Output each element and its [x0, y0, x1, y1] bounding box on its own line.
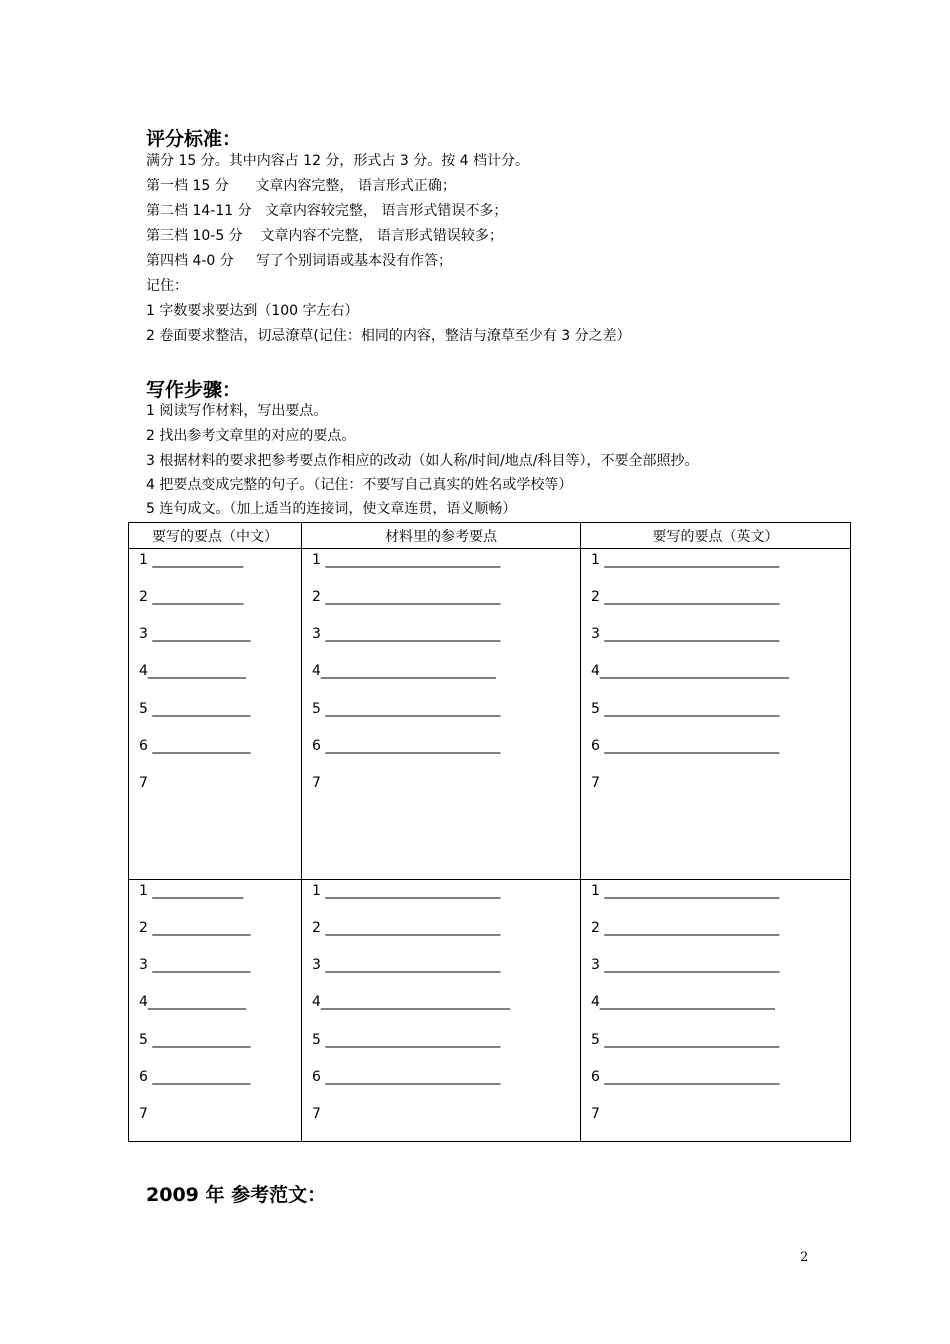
top-col2: [302, 549, 580, 879]
steps-line: 3 根据材料的要求把参考要点作相应的改动（如人称/时间/地点/科目等），不要全部照抄。: [146, 453, 699, 469]
blank-line[interactable]: 1 _________________________: [591, 552, 780, 568]
top-col3: [581, 549, 850, 879]
blank-line[interactable]: 5 ______________: [139, 701, 251, 717]
blank-line[interactable]: 6 _________________________: [591, 738, 780, 754]
scoring-title: 评分标准：: [146, 128, 242, 150]
blank-line[interactable]: 3 _________________________: [591, 626, 780, 642]
blank-line[interactable]: 2 _________________________: [312, 920, 501, 936]
blank-line[interactable]: 4_________________________: [591, 994, 775, 1010]
blank-line[interactable]: 5 _________________________: [591, 701, 780, 717]
blank-line[interactable]: 4___________________________: [591, 663, 789, 679]
blank-line[interactable]: 1 _____________: [139, 883, 244, 899]
blank-line[interactable]: 3 _________________________: [591, 957, 780, 973]
blank-line[interactable]: 3 _________________________: [312, 626, 501, 642]
blank-line[interactable]: 1 _____________: [139, 552, 244, 568]
blank-line[interactable]: 4______________: [139, 663, 246, 679]
scoring-line: 第四档 4-0 分 写了个别词语或基本没有作答；: [146, 253, 453, 269]
blank-line[interactable]: 4______________: [139, 994, 246, 1010]
blank-line[interactable]: 7: [312, 775, 321, 791]
bottom-col1: [129, 880, 301, 1141]
top-col1: [129, 549, 301, 879]
blank-line[interactable]: 2 _________________________: [312, 589, 501, 605]
scoring-line: 第二档 14-11 分 文章内容较完整， 语言形式错误不多；: [146, 203, 508, 219]
blank-line[interactable]: 2 _____________: [139, 589, 244, 605]
scoring-line: 第三档 10-5 分 文章内容不完整， 语言形式错误较多；: [146, 228, 503, 244]
blank-line[interactable]: 3 ______________: [139, 957, 251, 973]
blank-line[interactable]: 1 _________________________: [312, 552, 501, 568]
header-chinese-points: 要写的要点（中文）: [129, 523, 302, 549]
blank-line[interactable]: 2 _________________________: [591, 920, 780, 936]
blank-line[interactable]: 7: [139, 775, 148, 791]
sample-essay-title: 2009 年 参考范文：: [146, 1184, 327, 1206]
scoring-line: 第一档 15 分 文章内容完整， 语言形式正确；: [146, 178, 456, 194]
blank-line[interactable]: 4_________________________: [312, 663, 496, 679]
blank-line[interactable]: 6 _________________________: [312, 1069, 501, 1085]
scoring-line: 2 卷面要求整洁，切忌潦草(记住：相同的内容，整洁与潦草至少有 3 分之差）: [146, 328, 631, 344]
blank-line[interactable]: 6 ______________: [139, 1069, 251, 1085]
blank-line[interactable]: 4___________________________: [312, 994, 510, 1010]
header-english-points: 要写的要点（英文）: [581, 523, 851, 549]
scoring-line: 满分 15 分。其中内容占 12 分，形式占 3 分。按 4 档计分。: [146, 153, 530, 169]
page-number: 2: [800, 1250, 809, 1265]
steps-line: 1 阅读写作材料，写出要点。: [146, 403, 328, 419]
blank-line[interactable]: 7: [312, 1106, 321, 1122]
blank-line[interactable]: 6 _________________________: [591, 1069, 780, 1085]
points-table: [128, 522, 851, 1142]
blank-line[interactable]: 5 ______________: [139, 1032, 251, 1048]
blank-line[interactable]: 3 ______________: [139, 626, 251, 642]
blank-line[interactable]: 2 _________________________: [591, 589, 780, 605]
blank-line[interactable]: 5 _________________________: [591, 1032, 780, 1048]
blank-line[interactable]: 6 _________________________: [312, 738, 501, 754]
blank-line[interactable]: 3 _________________________: [312, 957, 501, 973]
blank-line[interactable]: 7: [139, 1106, 148, 1122]
blank-line[interactable]: 1 _________________________: [312, 883, 501, 899]
header-reference-points: 材料里的参考要点: [302, 523, 581, 549]
steps-line: 5 连句成文。（加上适当的连接词，使文章连贯，语义顺畅）: [146, 501, 517, 517]
steps-title: 写作步骤：: [146, 379, 242, 401]
blank-line[interactable]: 2 ______________: [139, 920, 251, 936]
bottom-col3: [581, 880, 850, 1141]
blank-line[interactable]: 7: [591, 1106, 600, 1122]
scoring-line: 记住：: [146, 278, 188, 294]
steps-line: 4 把要点变成完整的句子。（记住：不要写自己真实的姓名或学校等）: [146, 477, 573, 493]
blank-line[interactable]: 7: [591, 775, 600, 791]
blank-line[interactable]: 6 ______________: [139, 738, 251, 754]
blank-line[interactable]: 5 _________________________: [312, 1032, 501, 1048]
bottom-col2: [302, 880, 580, 1141]
steps-line: 2 找出参考文章里的对应的要点。: [146, 428, 356, 444]
scoring-line: 1 字数要求要达到（100 字左右）: [146, 303, 359, 319]
blank-line[interactable]: 5 _________________________: [312, 701, 501, 717]
blank-line[interactable]: 1 _________________________: [591, 883, 780, 899]
